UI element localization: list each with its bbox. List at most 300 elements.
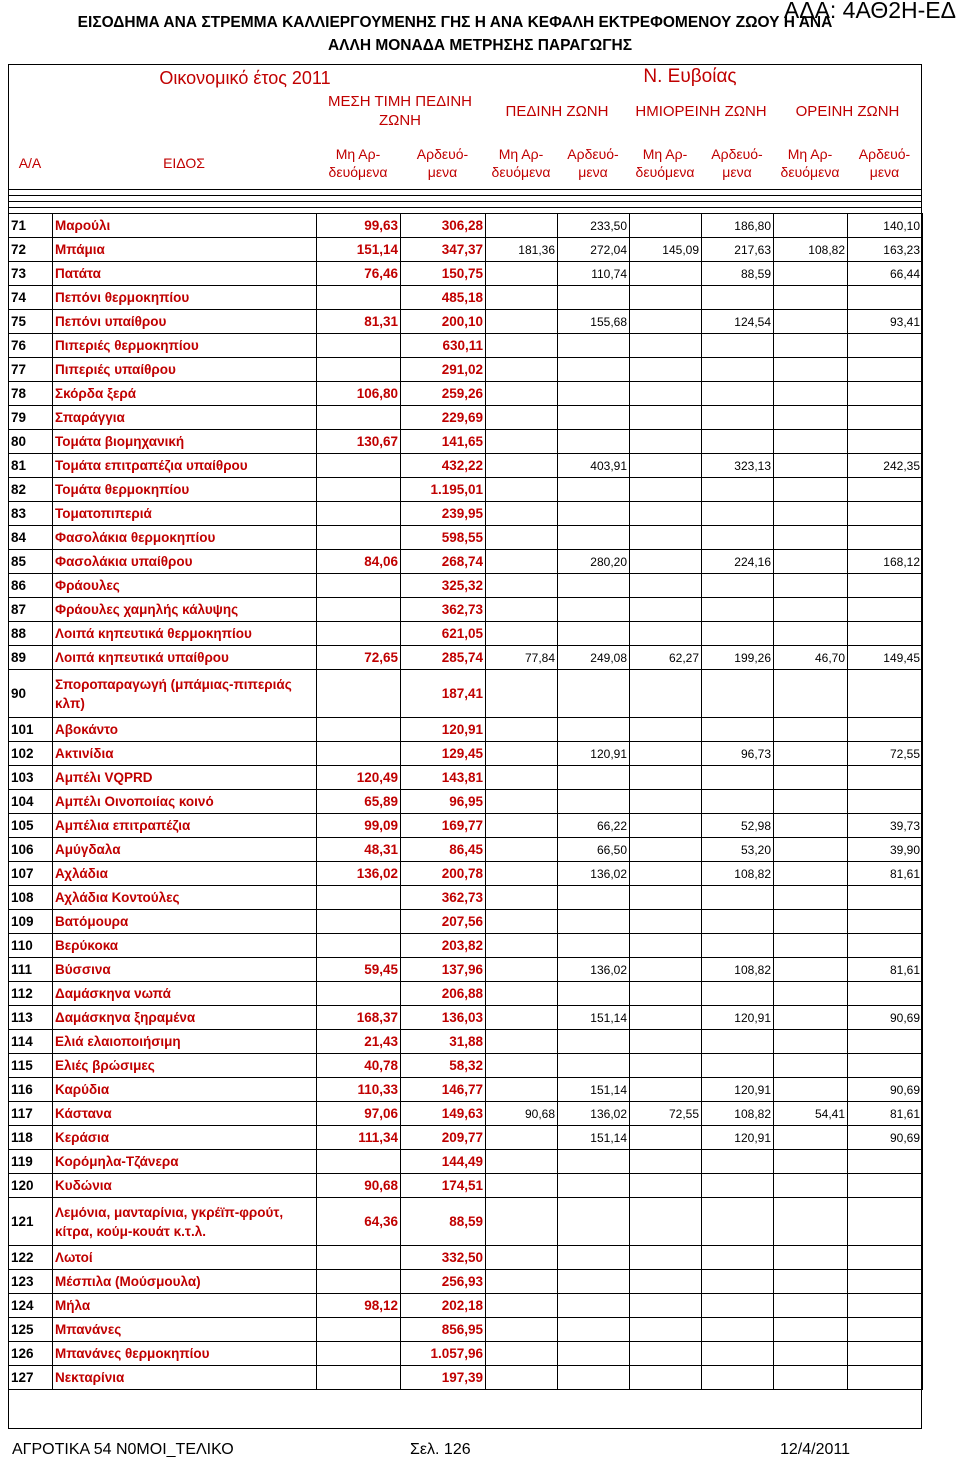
table-row [9, 1150, 923, 1174]
mountain-nonirrigated-cell [774, 454, 848, 478]
mountain-irrigated-cell [848, 526, 923, 550]
semi-nonirrigated-cell [630, 1150, 702, 1174]
plain-nonirrigated-cell: 181,36 [486, 238, 558, 262]
table-row [9, 862, 923, 886]
avg-irrigated-cell: 141,65 [401, 430, 486, 454]
mountain-nonirrigated-cell [774, 1270, 848, 1294]
mountain-nonirrigated-cell [774, 406, 848, 430]
plain-irrigated-cell [558, 1246, 630, 1270]
product-name-cell: Φασολάκια υπαίθρου [53, 550, 317, 574]
avg-irrigated-cell: 332,50 [401, 1246, 486, 1270]
semi-nonirrigated-cell [630, 430, 702, 454]
mountain-nonirrigated-cell [774, 1150, 848, 1174]
table-row [9, 838, 923, 862]
semi-irrigated-cell [702, 718, 774, 742]
semi-nonirrigated-cell [630, 1366, 702, 1390]
mountain-nonirrigated-cell [774, 958, 848, 982]
mountain-irrigated-cell [848, 1366, 923, 1390]
product-name-cell: Σπαράγγια [53, 406, 317, 430]
plain-nonirrigated-cell [486, 1318, 558, 1342]
product-name-cell: Αμπέλι Οινοποιίας κοινό [53, 790, 317, 814]
avg-irrigated-cell: 285,74 [401, 646, 486, 670]
semi-irrigated-cell: 217,63 [702, 238, 774, 262]
row-number-cell: 83 [9, 502, 53, 526]
table-row [9, 1294, 923, 1318]
plain-nonirrigated-cell [486, 1078, 558, 1102]
product-name-cell: Κεράσια [53, 1126, 317, 1150]
table-row [9, 646, 923, 670]
product-name-cell: Βερύκοκα [53, 934, 317, 958]
semi-nonirrigated-cell [630, 718, 702, 742]
avg-nonirrigated-cell [317, 1342, 401, 1366]
plain-nonirrigated-cell [486, 1366, 558, 1390]
mountain-irrigated-cell: 90,69 [848, 1126, 923, 1150]
avg-nonirrigated-cell: 106,80 [317, 382, 401, 406]
mountain-irrigated-cell [848, 766, 923, 790]
mountain-irrigated-cell: 168,12 [848, 550, 923, 574]
table-row [9, 598, 923, 622]
plain-nonirrigated-cell: 77,84 [486, 646, 558, 670]
avg-irrigated-cell: 362,73 [401, 886, 486, 910]
plain-irrigated-cell [558, 1054, 630, 1078]
product-name-cell: Πατάτα [53, 262, 317, 286]
avg-irrigated-cell: 268,74 [401, 550, 486, 574]
plain-irrigated-cell [558, 766, 630, 790]
semi-irrigated-cell [702, 1054, 774, 1078]
table-row [9, 334, 923, 358]
header-rule-3 [8, 201, 922, 202]
plain-irrigated-cell [558, 910, 630, 934]
plain-nonirrigated-cell [486, 1270, 558, 1294]
product-name-cell: Κάστανα [53, 1102, 317, 1126]
table-row [9, 742, 923, 766]
table-row [9, 1078, 923, 1102]
avg-irrigated-cell: 202,18 [401, 1294, 486, 1318]
row-number-cell: 73 [9, 262, 53, 286]
plain-nonirrigated-cell: 90,68 [486, 1102, 558, 1126]
avg-irrigated-cell: 197,39 [401, 1366, 486, 1390]
mountain-irrigated-cell: 81,61 [848, 1102, 923, 1126]
avg-plain-header-line1: ΜΕΣΗ ΤΙΜΗ ΠΕΔΙΝΗ [327, 93, 473, 110]
avg-nonirrigated-cell [317, 1366, 401, 1390]
row-number-cell: 84 [9, 526, 53, 550]
row-number-cell: 114 [9, 1030, 53, 1054]
avg-nonirrigated-cell [317, 478, 401, 502]
mountain-irrigated-cell [848, 886, 923, 910]
mountain-nonirrigated-cell [774, 1174, 848, 1198]
row-number-cell: 120 [9, 1174, 53, 1198]
mountain-irrigated-cell [848, 1294, 923, 1318]
plain-irrigated-cell: 155,68 [558, 310, 630, 334]
avg-irrigated-cell: 256,93 [401, 1270, 486, 1294]
avg-nonirrigated-cell [317, 358, 401, 382]
mountain-nonirrigated-cell [774, 982, 848, 1006]
subheader-semi-nonirrigated: Μη Αρ- δευόμενα [635, 146, 695, 180]
mountain-nonirrigated-cell [774, 718, 848, 742]
plain-nonirrigated-cell [486, 742, 558, 766]
product-name-cell: Μήλα [53, 1294, 317, 1318]
table-row [9, 958, 923, 982]
semi-irrigated-cell [702, 1198, 774, 1246]
avg-irrigated-cell: 306,28 [401, 214, 486, 238]
row-number-cell: 121 [9, 1198, 53, 1246]
semi-irrigated-cell [702, 478, 774, 502]
row-number-cell: 71 [9, 214, 53, 238]
table-row [9, 1366, 923, 1390]
semi-nonirrigated-cell [630, 502, 702, 526]
row-number-cell: 87 [9, 598, 53, 622]
semi-nonirrigated-cell [630, 214, 702, 238]
plain-nonirrigated-cell [486, 310, 558, 334]
avg-irrigated-cell: 598,55 [401, 526, 486, 550]
table-row [9, 670, 923, 718]
subheader-avg-irrigated: Αρδευό- μενα [416, 146, 469, 180]
avg-nonirrigated-cell: 59,45 [317, 958, 401, 982]
semi-nonirrigated-cell [630, 838, 702, 862]
semi-irrigated-cell: 224,16 [702, 550, 774, 574]
plain-nonirrigated-cell [486, 214, 558, 238]
mountain-nonirrigated-cell [774, 262, 848, 286]
semi-nonirrigated-cell [630, 478, 702, 502]
semi-irrigated-cell [702, 502, 774, 526]
row-number-cell: 108 [9, 886, 53, 910]
table-row [9, 430, 923, 454]
mountain-irrigated-cell: 140,10 [848, 214, 923, 238]
table-row [9, 790, 923, 814]
avg-irrigated-cell: 58,32 [401, 1054, 486, 1078]
avg-nonirrigated-cell [317, 574, 401, 598]
semi-nonirrigated-cell [630, 598, 702, 622]
row-number-cell: 113 [9, 1006, 53, 1030]
avg-irrigated-cell: 146,77 [401, 1078, 486, 1102]
plain-irrigated-cell: 136,02 [558, 862, 630, 886]
mountain-nonirrigated-cell [774, 598, 848, 622]
semi-irrigated-cell [702, 934, 774, 958]
plain-nonirrigated-cell [486, 934, 558, 958]
plain-irrigated-cell [558, 430, 630, 454]
mountain-irrigated-cell [848, 382, 923, 406]
row-number-cell: 74 [9, 286, 53, 310]
semi-irrigated-cell [702, 358, 774, 382]
avg-nonirrigated-cell [317, 1150, 401, 1174]
plain-irrigated-cell [558, 1150, 630, 1174]
mountain-irrigated-cell [848, 982, 923, 1006]
plain-nonirrigated-cell [486, 982, 558, 1006]
avg-nonirrigated-cell [317, 1270, 401, 1294]
plain-irrigated-cell [558, 1294, 630, 1318]
plain-irrigated-cell [558, 1174, 630, 1198]
plain-nonirrigated-cell [486, 430, 558, 454]
avg-irrigated-cell: 143,81 [401, 766, 486, 790]
mountain-irrigated-cell [848, 790, 923, 814]
ada-stamp: ΑΔΑ: 4ΑΘ2Η-ΕΔ [783, 0, 956, 23]
table-row [9, 1246, 923, 1270]
mountain-irrigated-cell: 81,61 [848, 958, 923, 982]
avg-nonirrigated-cell: 72,65 [317, 646, 401, 670]
mountain-nonirrigated-cell [774, 1318, 848, 1342]
avg-irrigated-cell: 129,45 [401, 742, 486, 766]
plain-irrigated-cell: 136,02 [558, 958, 630, 982]
semi-irrigated-cell: 108,82 [702, 958, 774, 982]
semi-nonirrigated-cell [630, 1006, 702, 1030]
plain-nonirrigated-cell [486, 1198, 558, 1246]
plain-irrigated-cell [558, 622, 630, 646]
product-name-cell: Φράουλες [53, 574, 317, 598]
plain-nonirrigated-cell [486, 910, 558, 934]
mountain-nonirrigated-cell: 46,70 [774, 646, 848, 670]
avg-irrigated-cell: 31,88 [401, 1030, 486, 1054]
semi-nonirrigated-cell [630, 790, 702, 814]
plain-irrigated-cell: 272,04 [558, 238, 630, 262]
mountain-irrigated-cell [848, 478, 923, 502]
semi-nonirrigated-cell [630, 406, 702, 430]
mountain-nonirrigated-cell [774, 1006, 848, 1030]
table-row [9, 622, 923, 646]
mountain-nonirrigated-cell [774, 742, 848, 766]
table-row [9, 1198, 923, 1246]
row-number-cell: 75 [9, 310, 53, 334]
avg-nonirrigated-cell [317, 622, 401, 646]
plain-nonirrigated-cell [486, 790, 558, 814]
semi-irrigated-cell [702, 574, 774, 598]
semi-nonirrigated-cell [630, 574, 702, 598]
subheader-plain-irrigated: Αρδευό- μενα [567, 146, 619, 180]
avg-irrigated-cell: 325,32 [401, 574, 486, 598]
product-name-cell: Σποροπαραγωγή (μπάμιας-πιπεριάς κλπ) [53, 670, 317, 718]
plain-irrigated-cell: 66,50 [558, 838, 630, 862]
zone-semi-header: ΗΜΙΟΡΕΙΝΗ ΖΩΝΗ [635, 103, 767, 120]
row-number-cell: 80 [9, 430, 53, 454]
avg-nonirrigated-cell: 84,06 [317, 550, 401, 574]
plain-nonirrigated-cell [486, 1006, 558, 1030]
semi-irrigated-cell [702, 622, 774, 646]
mountain-nonirrigated-cell [774, 910, 848, 934]
row-number-cell: 105 [9, 814, 53, 838]
semi-nonirrigated-cell [630, 262, 702, 286]
semi-irrigated-cell: 186,80 [702, 214, 774, 238]
mountain-nonirrigated-cell [774, 1294, 848, 1318]
avg-irrigated-cell: 96,95 [401, 790, 486, 814]
row-number-cell: 88 [9, 622, 53, 646]
product-name-cell: Αμπέλι VQPRD [53, 766, 317, 790]
table-row [9, 550, 923, 574]
avg-irrigated-cell: 169,77 [401, 814, 486, 838]
mountain-nonirrigated-cell [774, 478, 848, 502]
avg-nonirrigated-cell: 120,49 [317, 766, 401, 790]
table-row [9, 1342, 923, 1366]
mountain-irrigated-cell [848, 670, 923, 718]
mountain-nonirrigated-cell [774, 1246, 848, 1270]
table-row [9, 310, 923, 334]
product-name-cell: Κορόμηλα-Τζάνερα [53, 1150, 317, 1174]
semi-irrigated-cell [702, 406, 774, 430]
mountain-nonirrigated-cell [774, 838, 848, 862]
row-number-cell: 90 [9, 670, 53, 718]
avg-irrigated-cell: 203,82 [401, 934, 486, 958]
plain-nonirrigated-cell [486, 622, 558, 646]
plain-nonirrigated-cell [486, 1150, 558, 1174]
subheader-mountain-irrigated: Αρδευό- μενα [858, 146, 911, 180]
semi-nonirrigated-cell [630, 550, 702, 574]
avg-irrigated-cell: 144,49 [401, 1150, 486, 1174]
semi-nonirrigated-cell [630, 742, 702, 766]
avg-irrigated-cell: 485,18 [401, 286, 486, 310]
semi-nonirrigated-cell [630, 862, 702, 886]
table-row [9, 502, 923, 526]
header-rule-2 [8, 195, 922, 196]
plain-nonirrigated-cell [486, 718, 558, 742]
row-number-cell: 118 [9, 1126, 53, 1150]
plain-irrigated-cell: 151,14 [558, 1006, 630, 1030]
mountain-nonirrigated-cell [774, 1030, 848, 1054]
semi-nonirrigated-cell [630, 1342, 702, 1366]
plain-nonirrigated-cell [486, 382, 558, 406]
semi-irrigated-cell: 53,20 [702, 838, 774, 862]
prefecture-name: Ν. Ευβοίας [643, 66, 737, 87]
avg-nonirrigated-cell: 21,43 [317, 1030, 401, 1054]
semi-irrigated-cell [702, 1294, 774, 1318]
eidos-header: ΕΙΔΟΣ [163, 155, 205, 171]
avg-irrigated-cell: 149,63 [401, 1102, 486, 1126]
table-row [9, 1006, 923, 1030]
plain-irrigated-cell [558, 1318, 630, 1342]
avg-nonirrigated-cell: 136,02 [317, 862, 401, 886]
product-name-cell: Ελιά ελαιοποιήσιμη [53, 1030, 317, 1054]
avg-nonirrigated-cell [317, 502, 401, 526]
table-row [9, 1030, 923, 1054]
product-name-cell: Φασολάκια θερμοκηπίου [53, 526, 317, 550]
avg-nonirrigated-cell [317, 982, 401, 1006]
avg-nonirrigated-cell: 48,31 [317, 838, 401, 862]
semi-nonirrigated-cell [630, 1270, 702, 1294]
plain-irrigated-cell: 249,08 [558, 646, 630, 670]
semi-irrigated-cell [702, 790, 774, 814]
semi-nonirrigated-cell [630, 1054, 702, 1078]
table-row [9, 814, 923, 838]
semi-irrigated-cell [702, 382, 774, 406]
mountain-irrigated-cell [848, 598, 923, 622]
row-number-cell: 127 [9, 1366, 53, 1390]
plain-nonirrigated-cell [486, 262, 558, 286]
plain-nonirrigated-cell [486, 1342, 558, 1366]
semi-nonirrigated-cell [630, 982, 702, 1006]
table-row [9, 262, 923, 286]
plain-irrigated-cell: 151,14 [558, 1126, 630, 1150]
table-row [9, 478, 923, 502]
semi-nonirrigated-cell [630, 1246, 702, 1270]
table-row [9, 1174, 923, 1198]
plain-irrigated-cell: 136,02 [558, 1102, 630, 1126]
mountain-irrigated-cell [848, 1198, 923, 1246]
plain-irrigated-cell [558, 406, 630, 430]
mountain-nonirrigated-cell [774, 766, 848, 790]
avg-irrigated-cell: 621,05 [401, 622, 486, 646]
row-number-cell: 117 [9, 1102, 53, 1126]
avg-nonirrigated-cell: 110,33 [317, 1078, 401, 1102]
row-number-cell: 104 [9, 790, 53, 814]
plain-nonirrigated-cell [486, 814, 558, 838]
mountain-nonirrigated-cell [774, 1078, 848, 1102]
table-row [9, 718, 923, 742]
semi-irrigated-cell [702, 1150, 774, 1174]
semi-nonirrigated-cell [630, 1030, 702, 1054]
plain-irrigated-cell [558, 934, 630, 958]
fiscal-year: Οικονομικό έτος 2011 [159, 68, 331, 88]
table-row [9, 454, 923, 478]
product-name-cell: Λοιπά κηπευτικά θερμοκηπίου [53, 622, 317, 646]
plain-nonirrigated-cell [486, 886, 558, 910]
table-row [9, 286, 923, 310]
avg-nonirrigated-cell: 99,09 [317, 814, 401, 838]
semi-irrigated-cell [702, 910, 774, 934]
row-number-cell: 126 [9, 1342, 53, 1366]
mountain-nonirrigated-cell [774, 1054, 848, 1078]
semi-nonirrigated-cell [630, 814, 702, 838]
mountain-nonirrigated-cell [774, 214, 848, 238]
avg-nonirrigated-cell: 64,36 [317, 1198, 401, 1246]
semi-irrigated-cell [702, 1342, 774, 1366]
semi-irrigated-cell: 199,26 [702, 646, 774, 670]
avg-irrigated-cell: 200,10 [401, 310, 486, 334]
mountain-nonirrigated-cell [774, 814, 848, 838]
mountain-irrigated-cell [848, 406, 923, 430]
semi-nonirrigated-cell [630, 334, 702, 358]
avg-nonirrigated-cell: 81,31 [317, 310, 401, 334]
row-number-cell: 81 [9, 454, 53, 478]
mountain-irrigated-cell: 163,23 [848, 238, 923, 262]
semi-irrigated-cell [702, 982, 774, 1006]
mountain-nonirrigated-cell [774, 358, 848, 382]
product-name-cell: Ελιές βρώσιμες [53, 1054, 317, 1078]
semi-nonirrigated-cell: 72,55 [630, 1102, 702, 1126]
semi-irrigated-cell [702, 886, 774, 910]
avg-irrigated-cell: 1.195,01 [401, 478, 486, 502]
row-number-cell: 103 [9, 766, 53, 790]
mountain-irrigated-cell [848, 934, 923, 958]
semi-nonirrigated-cell [630, 286, 702, 310]
product-name-cell: Βύσσινα [53, 958, 317, 982]
mountain-irrigated-cell: 93,41 [848, 310, 923, 334]
table-row [9, 238, 923, 262]
row-number-cell: 123 [9, 1270, 53, 1294]
semi-nonirrigated-cell [630, 910, 702, 934]
avg-irrigated-cell: 1.057,96 [401, 1342, 486, 1366]
avg-irrigated-cell: 174,51 [401, 1174, 486, 1198]
semi-irrigated-cell [702, 1246, 774, 1270]
mountain-irrigated-cell [848, 1318, 923, 1342]
semi-nonirrigated-cell [630, 934, 702, 958]
avg-nonirrigated-cell [317, 598, 401, 622]
table-row [9, 982, 923, 1006]
avg-nonirrigated-cell [317, 742, 401, 766]
mountain-irrigated-cell: 81,61 [848, 862, 923, 886]
row-number-cell: 122 [9, 1246, 53, 1270]
product-name-cell: Αμπέλια επιτραπέζια [53, 814, 317, 838]
plain-nonirrigated-cell [486, 334, 558, 358]
semi-nonirrigated-cell [630, 1174, 702, 1198]
plain-nonirrigated-cell [486, 478, 558, 502]
product-name-cell: Φράουλες χαμηλής κάλυψης [53, 598, 317, 622]
mountain-nonirrigated-cell [774, 526, 848, 550]
plain-irrigated-cell: 151,14 [558, 1078, 630, 1102]
plain-nonirrigated-cell [486, 526, 558, 550]
semi-nonirrigated-cell [630, 1198, 702, 1246]
avg-nonirrigated-cell: 111,34 [317, 1126, 401, 1150]
semi-nonirrigated-cell [630, 1126, 702, 1150]
row-number-cell: 124 [9, 1294, 53, 1318]
product-name-cell: Λεμόνια, μανταρίνια, γκρέϊπ-φρούτ, κίτρα, κούμ-κουάτ κ.τ.λ. [53, 1198, 317, 1246]
semi-nonirrigated-cell [630, 886, 702, 910]
